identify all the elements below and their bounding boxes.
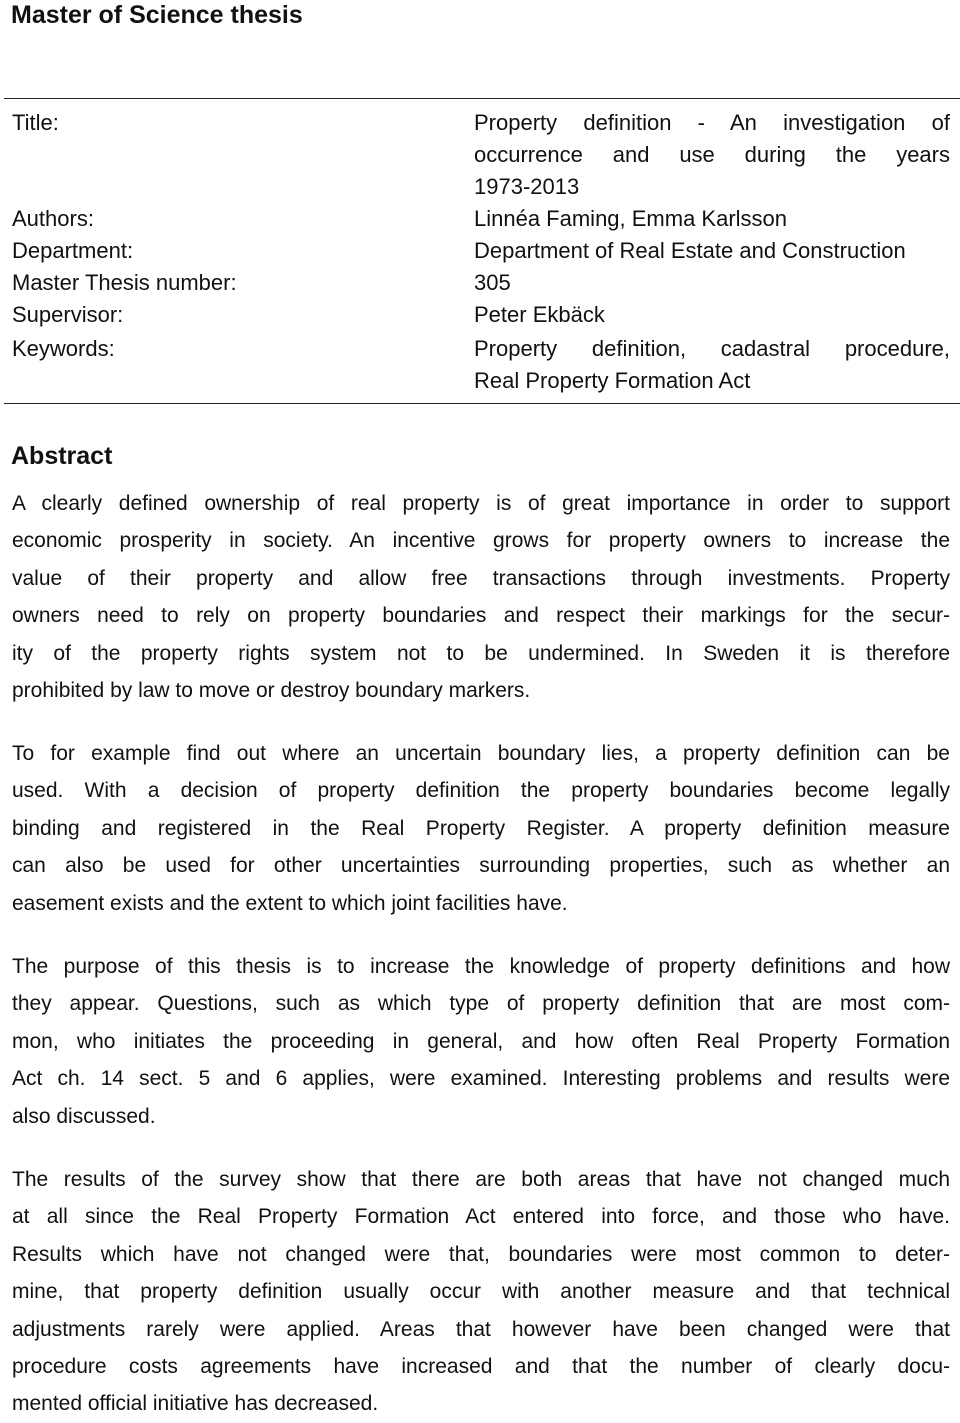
- metadata-value: [474, 203, 950, 235]
- metadata-value-line: Peter Ekbäck: [474, 302, 605, 327]
- paragraph-line: can also be used for other uncertainties surrounding properties, such as whether an: [12, 854, 950, 878]
- paragraph-line: To for example find out where an uncertain boundary lies, a property definition can be: [12, 742, 950, 765]
- abstract-paragraph-2: [12, 735, 950, 922]
- metadata-value-line: 305: [474, 270, 511, 295]
- metadata-value: [474, 299, 950, 331]
- metadata-value-line: Property definition, cadastral procedure,: [474, 336, 950, 361]
- paragraph-line: Act ch. 14 sect. 5 and 6 applies, were examined. Interesting problems and results were: [12, 1067, 950, 1091]
- abstract-paragraph-3: [12, 948, 950, 1135]
- paragraph-line: owners need to rely on property boundaries and respect their markings for the secur-: [12, 604, 950, 628]
- document-title: Master of Science thesis: [11, 1, 303, 29]
- metadata-value: [474, 267, 950, 299]
- paragraph-line: procedure costs agreements have increased and that the number of clearly docu-: [12, 1354, 950, 1378]
- paragraph-line: economic prosperity in society. An incentive grows for property owners to increase the: [12, 529, 950, 553]
- abstract-paragraph-4: [12, 1161, 950, 1423]
- metadata-label: Supervisor:: [12, 302, 124, 327]
- metadata-value-line: Linnéa Faming, Emma Karlsson: [474, 206, 788, 231]
- paragraph-line: Results which have not changed were that, boundaries were most common to deter-: [12, 1242, 950, 1266]
- paragraph-line: value of their property and allow free transactions through investments. Property: [12, 566, 950, 590]
- metadata-value: [474, 333, 950, 397]
- paragraph-line: prohibited by law to move or destroy boundary markers.: [12, 678, 531, 702]
- metadata-label: Authors:: [12, 206, 94, 231]
- paragraph-line: at all since the Real Property Formation Act entered into force, and those who have.: [12, 1205, 950, 1229]
- paragraph-line: they appear. Questions, such as which type of property definition that are most com-: [12, 992, 950, 1016]
- paragraph-line: adjustments rarely were applied. Areas that however have been changed were that: [12, 1317, 950, 1341]
- metadata-value-line: Property definition - An investigation of: [474, 110, 950, 135]
- metadata-value: [474, 235, 950, 267]
- paragraph-line: A clearly defined ownership of real property is of great importance in order to support: [12, 492, 950, 515]
- metadata-label: Title:: [12, 110, 59, 135]
- metadata-value: [474, 107, 950, 203]
- abstract-paragraph-1: [12, 485, 950, 709]
- paragraph-line: also discussed.: [12, 1104, 156, 1128]
- paragraph-line: ity of the property rights system not to be undermined. In Sweden it is therefore: [12, 641, 950, 665]
- paragraph-line: mented official initiative has decreased.: [12, 1392, 379, 1416]
- metadata-value-line: Department of Real Estate and Construction: [474, 238, 906, 263]
- metadata-value-line: 1973-2013: [474, 174, 580, 199]
- metadata-label: Keywords:: [12, 336, 115, 361]
- paragraph-line: The results of the survey show that there are both areas that have not changed much: [12, 1168, 950, 1191]
- paragraph-line: easement exists and the extent to which joint facilities have.: [12, 891, 568, 915]
- thesis-metadata-table: [4, 98, 960, 404]
- paragraph-line: The purpose of this thesis is to increase the knowledge of property definitions and how: [12, 955, 950, 978]
- paragraph-line: used. With a decision of property definition the property boundaries become legally: [12, 779, 950, 803]
- metadata-value-line: occurrence and use during the years: [474, 142, 950, 167]
- paragraph-line: mon, who initiates the proceeding in general, and how often Real Property Formation: [12, 1029, 950, 1053]
- metadata-label: Department:: [12, 238, 134, 263]
- metadata-label: Master Thesis number:: [12, 270, 237, 295]
- paragraph-line: binding and registered in the Real Property Register. A property definition measure: [12, 816, 950, 840]
- abstract-heading: Abstract: [11, 442, 113, 470]
- paragraph-line: mine, that property definition usually occur with another measure and that technical: [12, 1280, 950, 1304]
- metadata-value-line: Real Property Formation Act: [474, 368, 751, 393]
